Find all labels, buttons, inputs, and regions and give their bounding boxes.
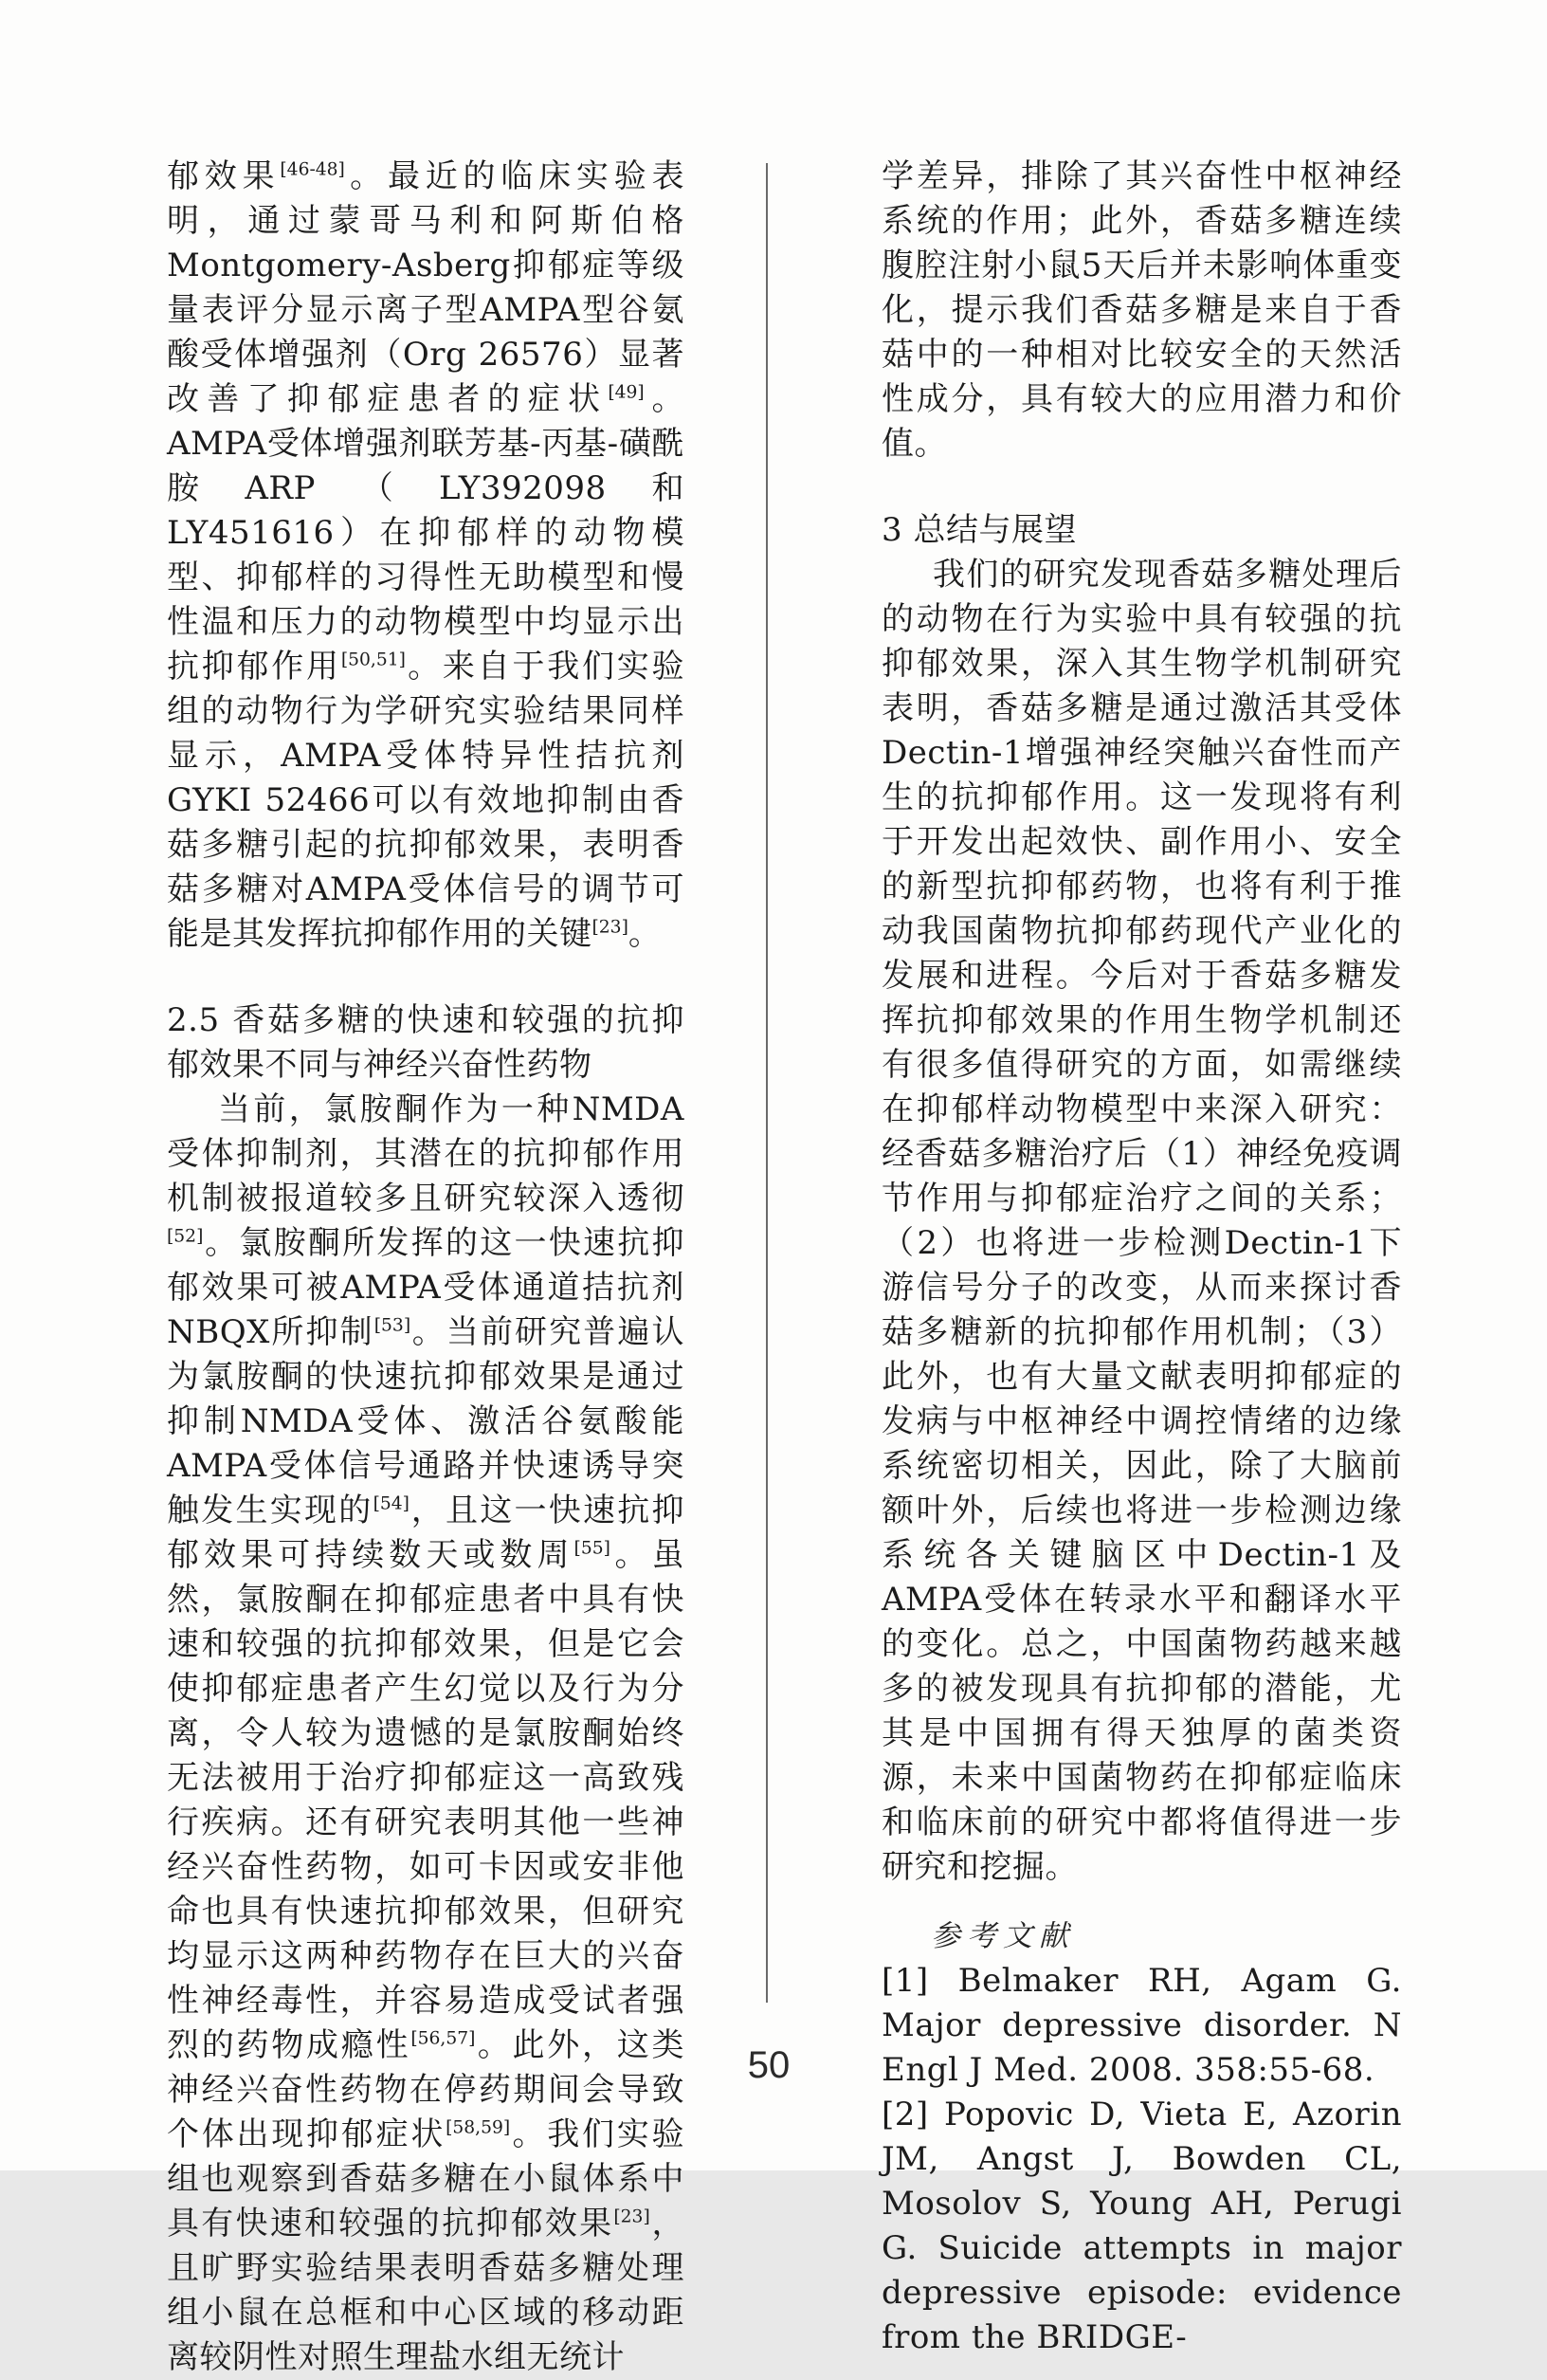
left-paragraph-ketamine: 当前，氯胺酮作为一种NMDA受体抑制剂，其潜在的抗抑郁作用机制被报道较多且研究较深入透彻[52]。氯胺酮所发挥的这一快速抗抑郁效果可被AMPA受体通道拮抗剂NBQX所抑制[53]。当前研究普遍认为氯胺酮的快速抗抑郁效果是通过抑制NMDA受体、激活谷氨酸能AMPA受体信号通路并快速诱导突触发生实现的[54]，且这一快速抗抑郁效果可持续数天或数周[55]。虽然，氯胺酮在抑郁症患者中具有快速和较强的抗抑郁效果，但是它会使抑郁症患者产生幻觉以及行为分离，令人较为遗憾的是氯胺酮始终无法被用于治疗抑郁症这一高致残行疾病。还有研究表明其他一些神经兴奋性药物，如可卡因或安非他命也具有快速抗抑郁效果，但研究均显示这两种药物存在巨大的兴奋性神经毒性，并容易造成受试者强烈的药物成瘾性[56,57]。此外，这类神经兴奋性药物在停药期间会导致个体出现抑郁症状[58,59]。我们实验组也观察到香菇多糖在小鼠体系中具有快速和较强的抗抑郁效果[23]，且旷野实验结果表明香菇多糖处理组小鼠在总框和中心区域的移动距离较阴性对照生理盐水组无统计	[167, 1090, 685, 2376]
citation-superscript: [46-48]	[280, 159, 345, 180]
citation-superscript: [58,59]	[446, 2117, 511, 2138]
citation-superscript: [50,51]	[340, 650, 406, 670]
reference-item: [1] Belmaker RH, Agam G. Major depressive disorder. N Engl J Med. 2008. 358:55-68.	[882, 1962, 1402, 2089]
left-column	[167, 155, 684, 2380]
citation-superscript: [49]	[608, 382, 645, 403]
page-number: 50	[747, 2044, 791, 2086]
right-paragraph-continuation: 学差异，排除了其兴奋性中枢神经系统的作用；此外，香菇多糖连续腹腔注射小鼠5天后并未影响体重变化，提示我们香菇多糖是来自于香菇中的一种相对比较安全的天然活性成分，具有较大的应用潜力和价值。	[882, 157, 1402, 463]
right-paragraph-summary: 我们的研究发现香菇多糖处理后的动物在行为实验中具有较强的抗抑郁效果，深入其生物学机制研究表明，香菇多糖是通过激活其受体Dectin-1增强神经突触兴奋性而产生的抗抑郁作用。这一发现将有利于开发出起效快、副作用小、安全的新型抗抑郁药物，也将有利于推动我国菌物抗抑郁药现代产业化的发展和进程。今后对于香菇多糖发挥抗抑郁效果的作用生物学机制还有很多值得研究的方面，如需继续在抑郁样动物模型中来深入研究：经香菇多糖治疗后（1）神经免疫调节作用与抑郁症治疗之间的关系；（2）也将进一步检测Dectin-1下游信号分子的改变，从而来探讨香菇多糖新的抗抑郁作用机制；（3）此外，也有大量文献表明抑郁症的发病与中枢神经中调控情绪的边缘系统密切相关，因此，除了大脑前额叶外，后续也将进一步检测边缘系统各关键脑区中Dectin-1及AMPA受体在转录水平和翻译水平的变化。总之，中国菌物药越来越多的被发现具有抗抑郁的潜能，尤其是中国拥有得天独厚的菌类资源，未来中国菌物药在抑郁症临床和临床前的研究中都将值得进一步研究和挖掘。	[882, 556, 1402, 1886]
column-divider-line	[766, 163, 768, 2003]
citation-superscript: [53]	[373, 1315, 411, 1336]
references-list	[882, 1959, 1402, 2360]
left-paragraph-continuation: 郁效果[46-48]。最近的临床实验表明，通过蒙哥马利和阿斯伯格Montgomery-Asberg抑郁症等级量表评分显示离子型AMPA型谷氨酸受体增强剂（Org 26576）显著改善了抑郁症患者的症状[49]。AMPA受体增强剂联芳基-丙基-磺酰胺ARP（LY392098和LY451616）在抑郁样的动物模型、抑郁样的习得性无助模型和慢性温和压力的动物模型中均显示出抗抑郁作用[50,51]。来自于我们实验组的动物行为学研究实验结果同样显示，AMPA受体特异性拮抗剂GYKI 52466可以有效地抑制由香菇多糖引起的抗抑郁效果，表明香菇多糖对AMPA受体信号的调节可能是其发挥抗抑郁作用的关键[23]。	[167, 157, 685, 953]
citation-superscript: [23]	[613, 2206, 650, 2227]
citation-superscript: [23]	[592, 917, 628, 938]
reference-item: [2] Popovic D, Vieta E, Azorin JM, Angst J, Bowden CL, Mosolov S, Young AH, Perugi G. Suicide attempts in major depressive episode: evidence from the BRIDGE-	[882, 2096, 1402, 2356]
citation-superscript: [54]	[373, 1493, 410, 1514]
right-column	[882, 155, 1402, 2360]
citation-superscript: [56,57]	[410, 2028, 476, 2049]
references-heading: 参考文献	[931, 1919, 1075, 1953]
section-heading-2-5: 2.5 香菇多糖的快速和较强的抗抑郁效果不同与神经兴奋性药物	[167, 1001, 684, 1084]
section-heading-3-summary: 3 总结与展望	[882, 511, 1077, 549]
citation-superscript: [52]	[167, 1226, 204, 1247]
citation-superscript: [55]	[573, 1538, 610, 1559]
